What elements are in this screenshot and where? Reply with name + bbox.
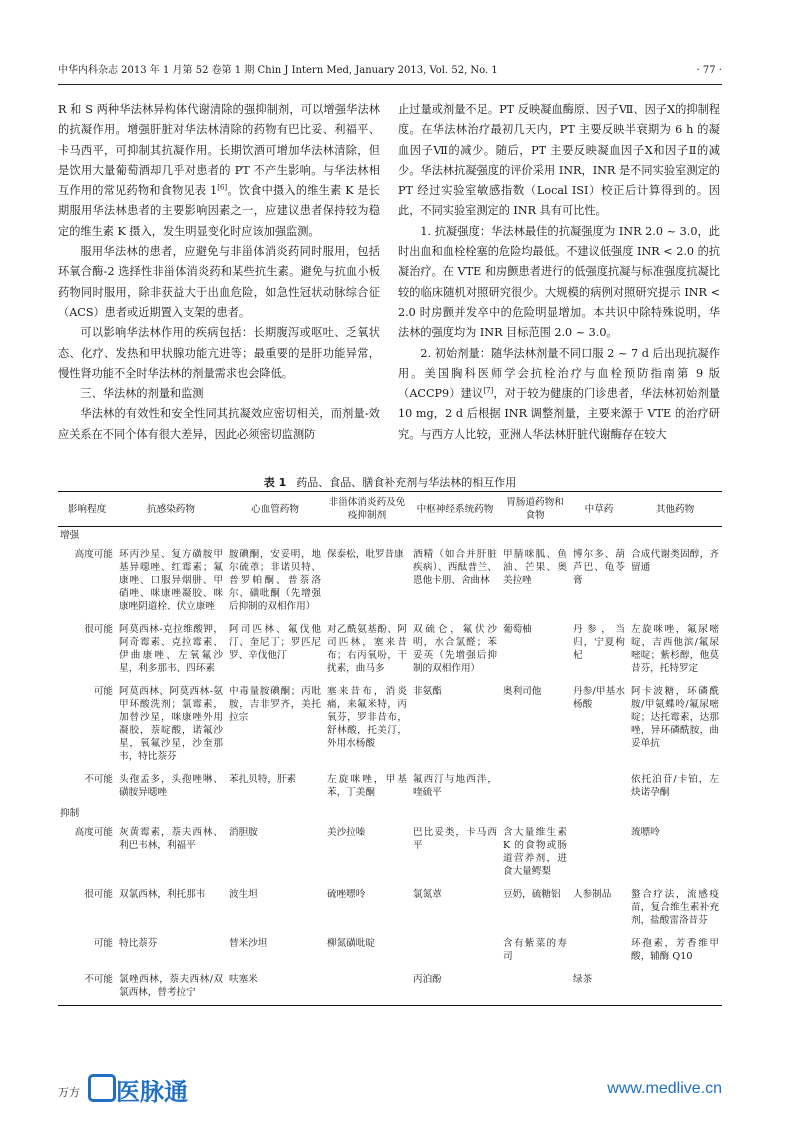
page-number: · 77 · (696, 65, 722, 76)
table-row (58, 681, 722, 769)
page-footer (58, 1070, 722, 1110)
table-cell: 螯合疗法，流感疫苗，复合维生素补充剂，盐酸雷洛昔芬 (631, 889, 719, 926)
column-header: 非甾体消炎药及免疫抑制剂 (324, 492, 410, 527)
table-cell: 左旋咪唑，氟尿嘧啶，吉西他滨/氟尿嘧啶；紫杉醇，他莫昔芬，托特罗定 (631, 624, 719, 674)
running-header (58, 62, 722, 80)
right-column (398, 100, 720, 445)
table-cell: 波生坦 (229, 889, 258, 900)
table-cell: 博尔多、葫芦巴、龟苓膏 (573, 549, 625, 586)
group-label: 抑制 (60, 808, 80, 819)
paragraph: 止过量或剂量不足。PT 反映凝血酶原、因子Ⅶ、因子Ⅹ的抑制程度。在华法林治疗最初几天内，PT 主要反映半衰期为 6 h 的凝血因子Ⅶ的减少。随后，PT 主要反映凝血因子Ⅹ和因子Ⅱ的减少。华法林抗凝强度的评价采用 INR，INR 是不同实验室测定的 PT 经过实验室敏感指数（Local ISI）校正后计算得到的。因此，不同实验室测定的 INR 具有可比性。 (398, 103, 720, 218)
interaction-table (58, 491, 722, 1006)
table-cell: 豆奶，硫糖铝 (503, 889, 561, 900)
header-rule (58, 84, 722, 85)
table-row (58, 769, 722, 805)
table-cell: 特比萘芬 (119, 938, 158, 949)
table-cell (570, 933, 628, 969)
citation-ref[interactable]: [7] (483, 386, 494, 395)
table-cell: 双硫仑，氟伏沙明，水合氯醛；苯妥英（先增强后抑制的双相作用） (413, 624, 497, 674)
table-title: 药品、食品、膳食补充剂与华法林的相互作用 (296, 476, 517, 489)
table-row (58, 933, 722, 969)
column-header: 其他药物 (628, 492, 722, 527)
table-cell: 阿卡波糖，环磷酰胺/甲氨蝶呤/氟尿嘧啶；达托霉素，达那唑，异环磷酰胺，曲妥单抗 (631, 686, 719, 749)
table-cell: 氯唑西林，萘夫西林/双氯西林，替考拉宁 (116, 969, 226, 1006)
group-label: 增强 (60, 530, 80, 541)
table-cell: 阿莫西林、阿莫西林-氨甲环酸洗剂；氯霉素，加替沙星，咪康唑外用凝胶，萘啶酸，诺氟沙星，氧氟沙星，沙奎那韦，特比萘芬 (119, 686, 223, 762)
table-cell: 双氯西林，利托那韦 (119, 889, 206, 900)
table-cell: 胺碘酮，安妥明，地尔硫䓬；非诺贝特、普罗帕酮、普萘洛尔、磺吡酮（先增强后抑制的双相作用） (229, 549, 321, 612)
table-cell: 柳氮磺吡啶 (327, 938, 375, 949)
paragraph: 可以影响华法林作用的疾病包括：长期腹泻或呕吐、乏氧状态、化疗、发热和甲状腺功能亢进等；最重要的是肝功能异常，慢性肾功能不全时华法林的剂量需求也会降低。 (58, 326, 380, 380)
table-cell: 呋塞米 (226, 969, 324, 1006)
table-cell: 塞来昔布，消炎痛，来氟米特，丙氧芬，罗非昔布，舒林酸，托美汀，外用水杨酸 (327, 686, 407, 749)
table-cell: 氯氮䓬 (413, 889, 442, 900)
left-column (58, 100, 380, 445)
table-cell (324, 969, 410, 1006)
paragraph: R 和 S 两种华法林异构体代谢清除的强抑制剂，可以增强华法林的抗凝作用。增强肝脏对华法林清除的药物有巴比妥、利福平、卡马西平，可抑制其抗凝作用。长期饮酒可增加华法林清除，但是饮用大量葡萄酒却几乎对患者的 PT 不产生影响。与华法林相互作用的常见药物和食物见表 1[6]。饮食中摄入的维生素 K 是长期服用华法林患者的主要影响因素之一，应建议患者保持较为稳定的维生素 K 摄入，发生明显变化时应该加强监测。 (58, 103, 380, 238)
table-cell: 甲腈咪胍、鱼油、芒果、奥美拉唑 (503, 549, 567, 586)
table-cell: 苯扎贝特，肝素 (229, 774, 297, 785)
medlive-logo-icon (88, 1074, 116, 1102)
table-cell: 丹参/甲基水杨酸 (573, 686, 625, 710)
column-header: 中草药 (570, 492, 628, 527)
table-cell: 灰黄霉素，萘夫西林、利巴韦林，利福平 (119, 827, 223, 851)
table-caption (58, 474, 722, 490)
table-cell: 头孢孟多，头孢唑啉、磺胺异噁唑 (119, 774, 223, 798)
table-cell (628, 969, 722, 1006)
table-cell: 可能 (93, 938, 113, 949)
table-cell: 非氨酯 (413, 686, 442, 697)
table-cell (500, 769, 570, 805)
wanfang-mark: 万方 (58, 1086, 80, 1099)
column-header: 影响程度 (58, 492, 116, 527)
table-cell (410, 933, 500, 969)
paragraph: 华法林的有效性和安全性同其抗凝效应密切相关，而剂量-效应关系在不同个体有很大差异，因此必须密切监测防 (58, 407, 380, 441)
paragraph: 2. 初始剂量：随华法林剂量不同口服 2 ~ 7 d 后出现抗凝作用。美国胸科医师学会抗栓治疗与血栓预防指南第 9 版（ACCP9）建议[7]，对于较为健康的门诊患者，华法林初始剂量 10 mg，2 d 后根据 INR 调整剂量，主要来源于 VTE 的治疗研究。与西方人比较，亚洲人华法林肝脏代谢酶存在较大 (398, 346, 720, 441)
table-cell: 葡萄柚 (503, 624, 532, 635)
table-header-row (58, 492, 722, 527)
journal-citation: 中华内科杂志 2013 年 1 月第 52 卷第 1 期 Chin J Intern Med, January 2013, Vol. 52, No. 1 (58, 65, 498, 76)
table-cell: 含有紫菜的寿司 (503, 938, 567, 962)
table-cell: 酒精（如合并肝脏疾病）、西酞普兰、恩他卡朋、舍曲林 (413, 549, 497, 586)
table-row (58, 619, 722, 681)
table-row (58, 822, 722, 884)
table-cell: 左旋咪唑，甲基苯，丁美酮 (327, 774, 407, 798)
table-cell: 奥利司他 (503, 686, 542, 697)
table-cell: 环丙沙星、复方磺胺甲基异噁唑、红霉素；氟康唑、口服异烟肼、甲硝唑、咪康唑凝胶、咪康唑阴道栓、伏立康唑 (119, 549, 223, 612)
table-cell: 很可能 (84, 624, 113, 635)
group-row (58, 805, 722, 822)
table-cell: 合成代谢类固醇，齐留通 (631, 549, 719, 573)
table-cell: 氟西汀与地西泮，喹硫平 (413, 774, 497, 798)
table-row (58, 969, 722, 1006)
table-cell: 硫唑嘌呤 (327, 889, 366, 900)
table-cell: 含大量维生素 K 的食物或肠道营养剂，进食大量鳄梨 (503, 827, 567, 877)
table-cell: 高度可能 (74, 549, 113, 560)
column-header: 抗感染药物 (116, 492, 226, 527)
table-cell: 可能 (93, 686, 113, 697)
table-cell (500, 969, 570, 1006)
table-cell (570, 769, 628, 805)
section-heading: 三、华法林的剂量和监测 (80, 387, 204, 401)
table-cell: 消胆胺 (229, 827, 258, 838)
table-cell: 替米沙坦 (229, 938, 268, 949)
group-row (58, 527, 722, 545)
column-header: 中枢神经系统药物 (410, 492, 500, 527)
column-header: 胃肠道药物和食物 (500, 492, 570, 527)
table-cell: 依托泊苷/卡铂，左炔诺孕酮 (631, 774, 719, 798)
footer-url[interactable]: www.medlive.cn (607, 1080, 722, 1097)
table-cell: 中毒量胺碘酮；丙吡胺，吉非罗齐，美托拉宗 (229, 686, 321, 723)
table-cell: 不可能 (58, 969, 116, 1006)
table-cell: 对乙酰氨基酚、阿司匹林，塞来昔布；右丙氧吩，干扰素，曲马多 (327, 624, 407, 674)
table-cell: 很可能 (84, 889, 113, 900)
table-cell: 巯嘌呤 (631, 827, 660, 838)
table-cell: 保泰松，吡罗昔康 (327, 549, 404, 560)
table-cell: 人参制品 (573, 889, 612, 900)
table-cell (570, 822, 628, 884)
column-header: 心血管药物 (226, 492, 324, 527)
table-cell: 环孢素，芳香维甲酸，辅酶 Q10 (631, 938, 719, 962)
table-cell: 丹参，当归，宁夏枸杞 (573, 624, 625, 661)
medlive-logo-text: 医脉通 (116, 1078, 188, 1106)
table-row (58, 544, 722, 619)
table-cell: 巴比妥类，卡马西平 (413, 827, 497, 851)
table-cell: 丙泊酚 (410, 969, 500, 1006)
table-cell: 美沙拉嗪 (327, 827, 366, 838)
table-cell: 阿司匹林、氟伐他汀、奎尼丁；罗匹尼罗、辛伐他汀 (229, 624, 321, 661)
citation-ref[interactable]: [6] (217, 183, 228, 192)
table-cell: 高度可能 (74, 827, 113, 838)
paragraph: 服用华法林的患者，应避免与非甾体消炎药同时服用，包括环氧合酶-2 选择性非甾体消炎药和某些抗生素。避免与抗血小板药物同时服用，除非获益大于出血危险，如急性冠状动脉综合征（ACS）患者或近期置入支架的患者。 (58, 245, 380, 319)
paragraph: 1. 抗凝强度：华法林最佳的抗凝强度为 INR 2.0 ~ 3.0，此时出血和血栓栓塞的危险均最低。不建议低强度 INR < 2.0 的抗凝治疗。在 VTE 和房颤患者进行的低强度抗凝与标准强度抗凝比较的临床随机对照研究很少。大规模的病例对照研究提示 INR < 2.0 时房颤并发卒中的危险明显增加。本共识中除特殊说明，华法林的强度均为 INR 目标范围 2.0 ~ 3.0。 (398, 224, 720, 340)
table-row (58, 884, 722, 933)
table-cell: 不可能 (84, 774, 113, 785)
table-number: 表 1 (263, 476, 287, 489)
table-cell: 绿茶 (570, 969, 628, 1006)
table-cell: 阿莫西林-克拉维酸钾，阿奇霉素、克拉霉素、伊曲康唑、左氧氟沙星，利多那韦、四环素 (119, 624, 223, 674)
